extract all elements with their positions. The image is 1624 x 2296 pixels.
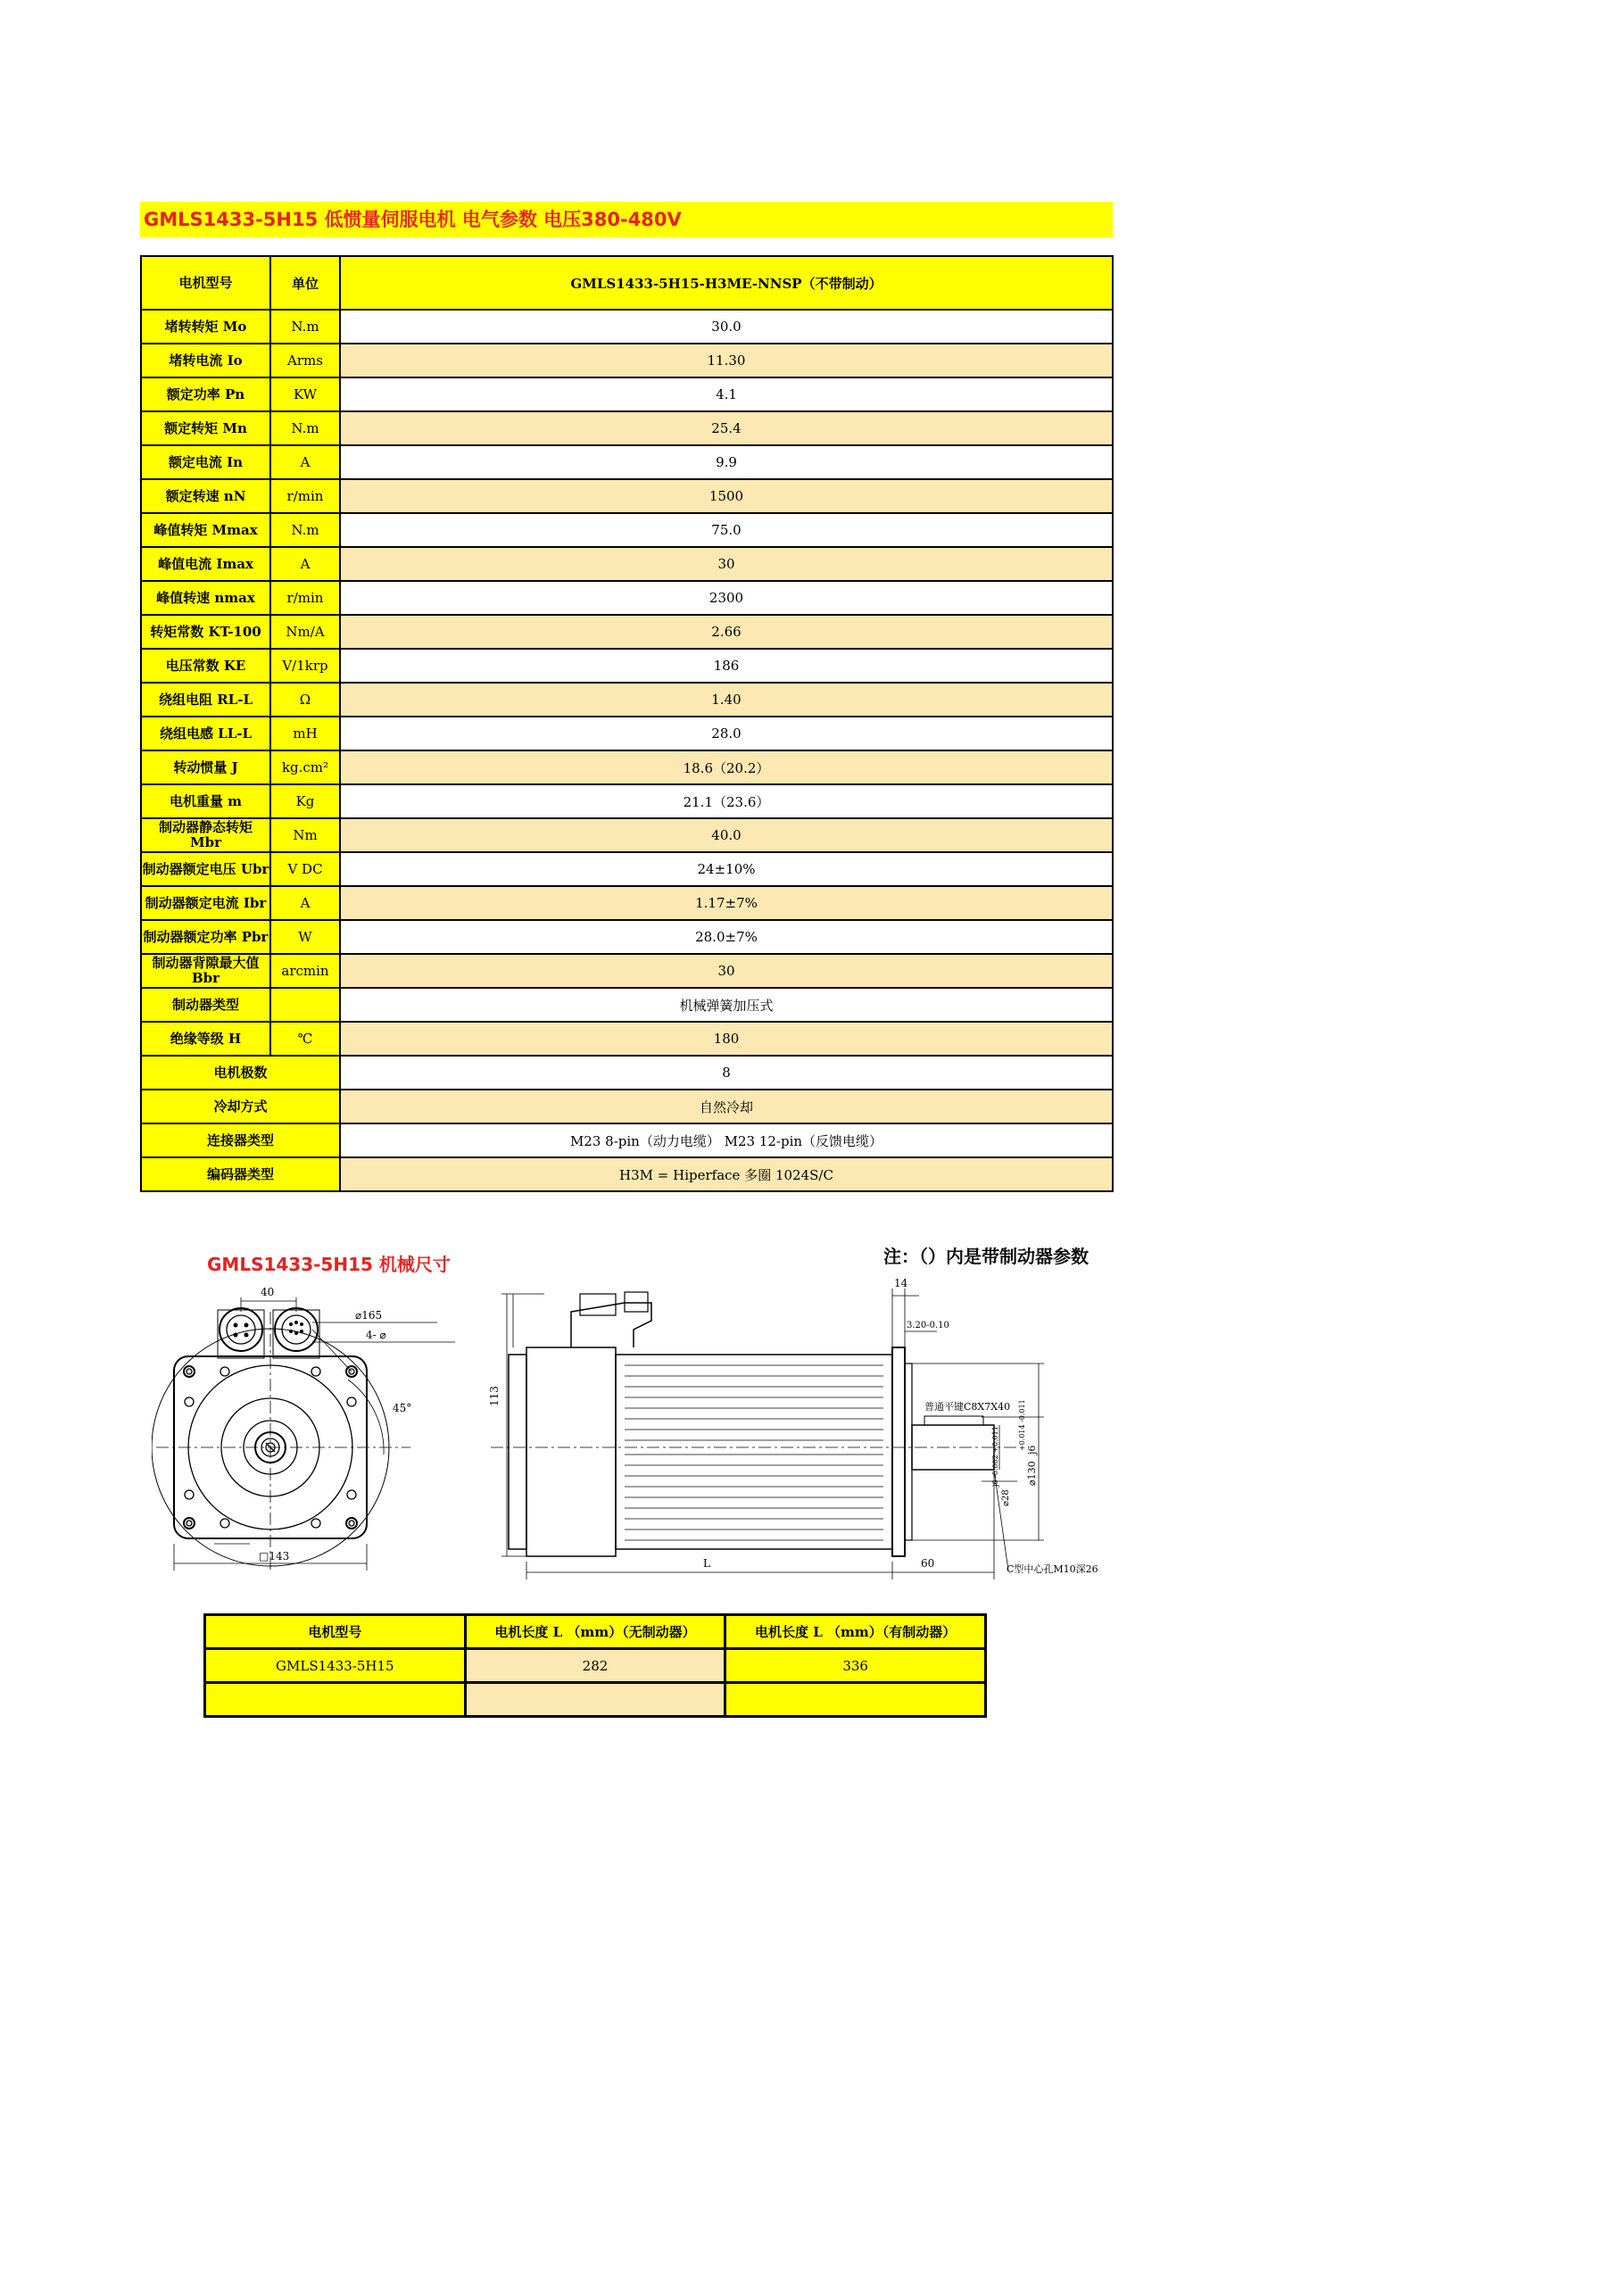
spec-param-value: 9.9 xyxy=(340,445,1113,479)
spec-row xyxy=(141,852,1113,886)
spec-param-value: 30.0 xyxy=(340,310,1113,344)
length-header-brake: 电机长度 L （mm）（有制动器） xyxy=(725,1615,986,1649)
spec-param-unit: Nm/A xyxy=(270,615,340,649)
length-cell-nobrake xyxy=(465,1683,725,1717)
spec-param-unit xyxy=(270,988,340,1022)
spec-param-value: 1500 xyxy=(340,479,1113,513)
spec-param-value: 180 xyxy=(340,1022,1113,1056)
spec-param-unit: ℃ xyxy=(270,1022,340,1056)
spec-row xyxy=(141,750,1113,784)
spec-row xyxy=(141,886,1113,920)
spec-row xyxy=(141,717,1113,750)
spec-param-name: 堵转转矩 Mo xyxy=(141,310,270,344)
spec-param-unit: N.m xyxy=(270,411,340,445)
dim-conn-spacing: 40 xyxy=(261,1286,275,1298)
dim-spigot: 3.20-0.10 xyxy=(907,1321,949,1330)
mechanical-section-title: GMLS1433-5H15 机械尺寸 xyxy=(207,1254,451,1275)
dim-center-hole: C型中心孔M10深26 xyxy=(1007,1563,1098,1575)
length-table-row xyxy=(205,1683,986,1717)
spec-row xyxy=(141,377,1113,411)
spec-header-cell: GMLS1433-5H15-H3ME-NNSP（不带制动） xyxy=(340,256,1113,310)
dim-angle: 45° xyxy=(393,1402,412,1414)
spec-param-name: 额定功率 Pn xyxy=(141,377,270,411)
spec-row xyxy=(141,1090,1113,1123)
spec-param-value: 机械弹簧加压式 xyxy=(340,988,1113,1022)
spec-param-value: 28.0 xyxy=(340,717,1113,750)
dim-spigot-tol: j6 xyxy=(1026,1445,1038,1455)
length-table-row xyxy=(205,1649,986,1683)
spec-row xyxy=(141,988,1113,1022)
length-table-header xyxy=(205,1615,986,1649)
spec-param-name: 峰值电流 Imax xyxy=(141,547,270,581)
spec-param-name: 制动器额定电流 Ibr xyxy=(141,886,270,920)
spec-row xyxy=(141,1056,1113,1090)
length-cell-brake: 336 xyxy=(725,1649,986,1683)
spec-param-value: 11.30 xyxy=(340,344,1113,377)
brake-note: 注：（）内是带制动器参数 xyxy=(883,1246,1089,1267)
spec-param-unit: arcmin xyxy=(270,954,340,988)
spec-param-value: 30 xyxy=(340,954,1113,988)
spec-param-name: 峰值转矩 Mmax xyxy=(141,513,270,547)
spec-param-value: 自然冷却 xyxy=(340,1090,1113,1123)
spec-param-value: 1.17±7% xyxy=(340,886,1113,920)
dim-flange: □143 xyxy=(259,1550,290,1562)
spec-param-name: 制动器额定功率 Pbr xyxy=(141,920,270,954)
spec-param-value: 21.1（23.6） xyxy=(340,784,1113,818)
spec-row xyxy=(141,1022,1113,1056)
spec-param-unit: A xyxy=(270,886,340,920)
length-cell-model xyxy=(205,1683,466,1717)
spec-param-unit: kg.cm² xyxy=(270,750,340,784)
spec-param-value: M23 8-pin（动力电缆） M23 12-pin（反馈电缆） xyxy=(340,1123,1113,1157)
spec-row xyxy=(141,784,1113,818)
spec-row xyxy=(141,683,1113,717)
spec-header-cell: 电机型号 xyxy=(141,256,270,310)
spec-param-unit: N.m xyxy=(270,310,340,344)
side-view xyxy=(491,1289,1044,1579)
spec-param-name: 转动惯量 J xyxy=(141,750,270,784)
spec-param-name: 电机极数 xyxy=(141,1056,340,1090)
spec-row xyxy=(141,581,1113,615)
spec-param-name: 绕组电阻 RL-L xyxy=(141,683,270,717)
spec-row xyxy=(141,1157,1113,1191)
spec-row xyxy=(141,818,1113,852)
length-header-nobrake: 电机长度 L （mm）（无制动器） xyxy=(465,1615,725,1649)
spec-param-value: H3M = Hiperface 多圈 1024S/C xyxy=(340,1157,1113,1191)
spec-param-unit: r/min xyxy=(270,581,340,615)
spec-param-unit: Nm xyxy=(270,818,340,852)
spec-row xyxy=(141,344,1113,377)
spec-row xyxy=(141,547,1113,581)
spec-param-unit: V DC xyxy=(270,852,340,886)
spec-param-name: 制动器背隙最大值 Bbr xyxy=(141,954,270,988)
dim-length: L xyxy=(703,1557,710,1570)
dim-holes: 4- ⌀ xyxy=(366,1329,386,1341)
spec-param-name: 冷却方式 xyxy=(141,1090,340,1123)
spec-param-unit: Arms xyxy=(270,344,340,377)
spec-row xyxy=(141,615,1113,649)
mount-hole xyxy=(346,1518,357,1529)
spec-param-unit: A xyxy=(270,547,340,581)
mechanical-drawing xyxy=(152,1276,1124,1579)
spec-row xyxy=(141,1123,1113,1157)
spec-param-name: 转矩常数 KT-100 xyxy=(141,615,270,649)
spec-param-value: 4.1 xyxy=(340,377,1113,411)
length-cell-brake xyxy=(725,1683,986,1717)
spec-param-name: 峰值转速 nmax xyxy=(141,581,270,615)
spec-row xyxy=(141,445,1113,479)
spec-param-value: 18.6（20.2） xyxy=(340,750,1113,784)
spec-param-name: 额定转矩 Mn xyxy=(141,411,270,445)
dim-height: 113 xyxy=(488,1386,501,1406)
spec-param-value: 25.4 xyxy=(340,411,1113,445)
spec-row xyxy=(141,513,1113,547)
length-header-model: 电机型号 xyxy=(205,1615,466,1649)
spec-row xyxy=(141,649,1113,683)
spec-param-value: 28.0±7% xyxy=(340,920,1113,954)
spec-param-name: 制动器额定电压 Ubr xyxy=(141,852,270,886)
spec-param-unit: mH xyxy=(270,717,340,750)
dim-shaft-len: 60 xyxy=(921,1557,935,1570)
mount-hole xyxy=(184,1518,195,1529)
electrical-spec-table xyxy=(140,255,1114,1192)
spec-param-value: 1.40 xyxy=(340,683,1113,717)
front-view xyxy=(152,1297,455,1571)
dim-key: 普通平键C8X7X40 xyxy=(924,1401,1011,1413)
spec-row xyxy=(141,954,1113,988)
spec-param-unit: V/1krp xyxy=(270,649,340,683)
spec-table-header xyxy=(141,256,1113,310)
spec-param-name: 绕组电感 LL-L xyxy=(141,717,270,750)
dim-pcd: ⌀165 xyxy=(355,1309,383,1322)
spec-param-value: 2300 xyxy=(340,581,1113,615)
spec-param-value: 75.0 xyxy=(340,513,1113,547)
spec-param-name: 连接器类型 xyxy=(141,1123,340,1157)
spec-param-unit: KW xyxy=(270,377,340,411)
spec-param-unit: A xyxy=(270,445,340,479)
spec-param-unit: Ω xyxy=(270,683,340,717)
spec-param-name: 电压常数 KE xyxy=(141,649,270,683)
dim-shaft-tol: j6 -0.002 +0.011 xyxy=(991,1426,999,1487)
spec-row xyxy=(141,479,1113,513)
spec-param-value: 40.0 xyxy=(340,818,1113,852)
mount-hole xyxy=(184,1366,195,1377)
spec-param-value: 186 xyxy=(340,649,1113,683)
dim-spigot-tol-values: +0.014 -0.011 xyxy=(1018,1399,1026,1451)
spec-param-unit: r/min xyxy=(270,479,340,513)
spec-param-unit: N.m xyxy=(270,513,340,547)
spec-param-value: 8 xyxy=(340,1056,1113,1090)
spec-param-name: 制动器类型 xyxy=(141,988,270,1022)
spec-param-name: 制动器静态转矩 Mbr xyxy=(141,818,270,852)
dim-flange-thk: 14 xyxy=(894,1277,908,1289)
spec-param-name: 绝缘等级 H xyxy=(141,1022,270,1056)
spec-param-name: 额定转速 nN xyxy=(141,479,270,513)
spec-row xyxy=(141,920,1113,954)
length-table xyxy=(203,1613,987,1718)
length-cell-model: GMLS1433-5H15 xyxy=(205,1649,466,1683)
dim-shaft-dia: ⌀28 xyxy=(1001,1489,1011,1506)
dim-spigot-dia: ⌀130 xyxy=(1026,1461,1038,1486)
spec-param-unit: Kg xyxy=(270,784,340,818)
spec-row xyxy=(141,411,1113,445)
spec-param-name: 编码器类型 xyxy=(141,1157,340,1191)
spec-param-name: 堵转电流 Io xyxy=(141,344,270,377)
spec-param-name: 额定电流 In xyxy=(141,445,270,479)
spec-param-name: 电机重量 m xyxy=(141,784,270,818)
spec-param-value: 30 xyxy=(340,547,1113,581)
spec-param-value: 2.66 xyxy=(340,615,1113,649)
page-title: GMLS1433-5H15 低惯量伺服电机 电气参数 电压380-480V xyxy=(140,202,1113,237)
spec-header-cell: 单位 xyxy=(270,256,340,310)
spec-param-value: 24±10% xyxy=(340,852,1113,886)
length-cell-nobrake: 282 xyxy=(465,1649,725,1683)
spec-param-unit: W xyxy=(270,920,340,954)
spec-row xyxy=(141,310,1113,344)
